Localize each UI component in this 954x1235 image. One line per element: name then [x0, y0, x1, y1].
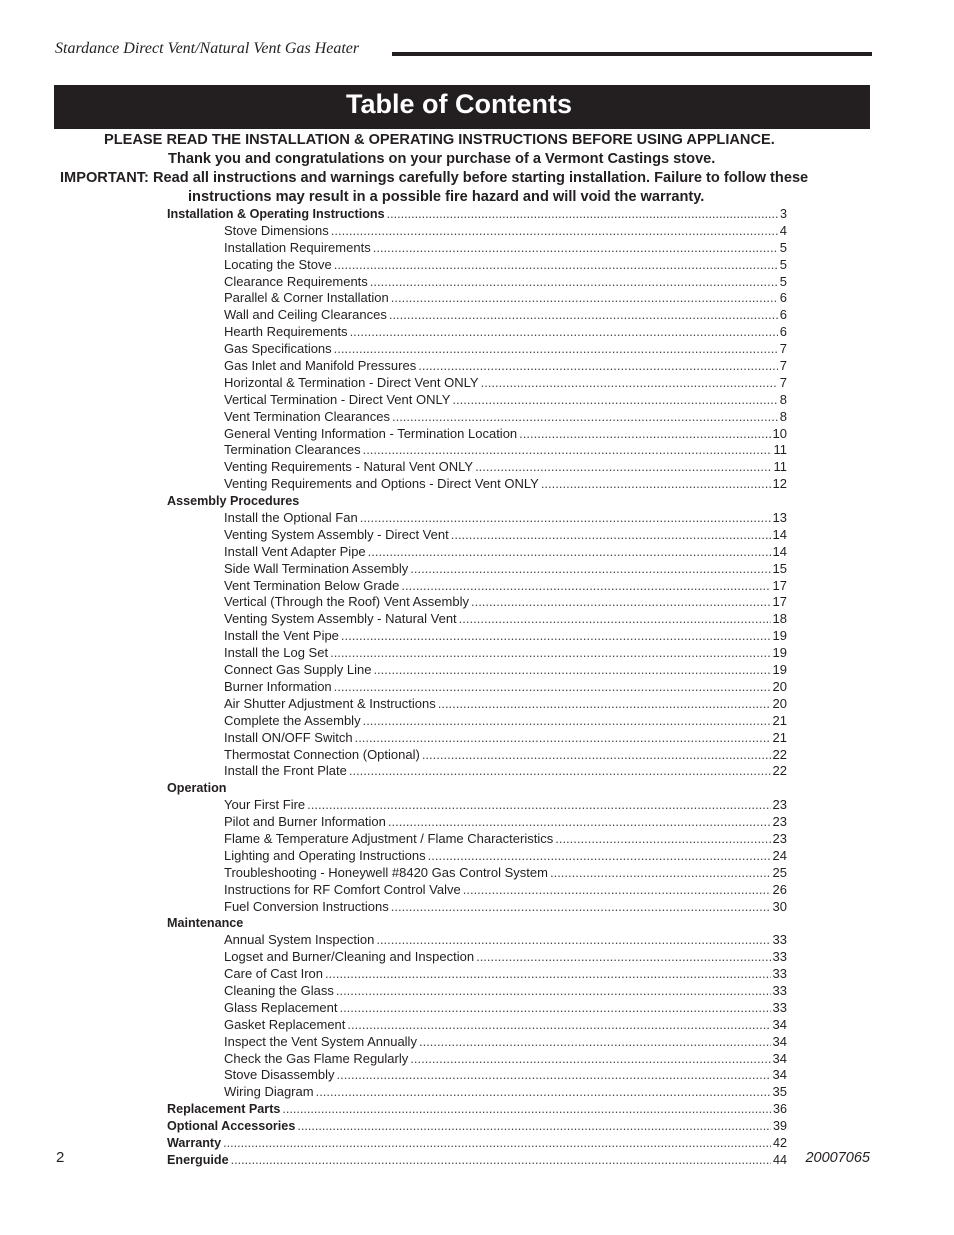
dot-leader [541, 476, 771, 493]
dot-leader [418, 358, 778, 375]
toc-entry-page: 17 [772, 594, 787, 610]
toc-entry-page: 18 [772, 611, 787, 627]
toc-entry[interactable] [167, 594, 787, 611]
toc-entry[interactable] [167, 628, 787, 645]
toc-entry-page: 11 [773, 459, 787, 475]
dot-leader [428, 848, 771, 865]
toc-section[interactable] [167, 1101, 787, 1118]
toc-entry[interactable] [167, 240, 787, 257]
toc-entry-label: Pilot and Burner Information [224, 814, 386, 830]
dot-leader [476, 949, 770, 966]
toc-entry-page: 30 [772, 898, 787, 914]
toc-entry-label: Warranty [167, 1135, 222, 1150]
toc-entry-page: 12 [772, 476, 787, 492]
dot-leader [391, 290, 778, 307]
dot-leader [330, 645, 770, 662]
dot-leader [376, 932, 770, 949]
notice-block [54, 131, 880, 207]
page-number: 2 [56, 1149, 65, 1166]
toc-entry[interactable] [167, 696, 787, 713]
toc-entry-page: 3 [779, 207, 787, 221]
toc-entry[interactable] [167, 865, 787, 882]
toc-entry-label: Vent Termination Clearances [224, 408, 390, 424]
toc-entry[interactable] [167, 442, 787, 459]
toc-entry[interactable] [167, 713, 787, 730]
toc-section[interactable] [167, 1118, 787, 1135]
toc-entry-label: Complete the Assembly [224, 712, 361, 728]
toc-section[interactable] [167, 1135, 787, 1152]
toc-entry-page: 5 [779, 239, 787, 255]
dot-leader [370, 274, 778, 291]
toc-entry-page: 20 [772, 695, 787, 711]
dot-leader [360, 510, 771, 527]
toc-entry-label: Venting System Assembly - Natural Vent [224, 611, 457, 627]
toc-entry[interactable] [167, 1034, 787, 1051]
dot-leader [388, 814, 771, 831]
toc-entry-label: Replacement Parts [167, 1102, 281, 1117]
notice-line: instructions may result in a possible fire hazard and will void the warranty. [188, 189, 705, 205]
toc-entry-page: 34 [772, 1033, 787, 1049]
toc-entry-label: Assembly Procedures [167, 494, 300, 509]
dot-leader [422, 747, 771, 764]
toc-entry-page: 14 [772, 526, 787, 542]
toc-entry-page: 24 [772, 847, 787, 863]
toc-entry-label: Lighting and Operating Instructions [224, 847, 426, 863]
toc-entry[interactable] [167, 290, 787, 307]
dot-leader [363, 442, 772, 459]
toc-entry[interactable] [167, 324, 787, 341]
dot-leader [282, 1101, 771, 1118]
toc-entry-label: Venting System Assembly - Direct Vent [224, 526, 449, 542]
notice-line: PLEASE READ THE INSTALLATION & OPERATING INSTRUCTIONS BEFORE USING APPLIANCE. [104, 132, 775, 148]
toc-entry-label: Check the Gas Flame Regularly [224, 1050, 409, 1066]
page-title: Table of Contents [346, 89, 572, 119]
toc-entry-label: Your First Fire [224, 797, 306, 813]
toc-entry-label: Flame & Temperature Adjustment / Flame Characteristics [224, 830, 554, 846]
toc-entry[interactable] [167, 1017, 787, 1034]
dot-leader [410, 1051, 770, 1068]
dot-leader [519, 426, 770, 443]
toc-section[interactable] [167, 1152, 787, 1169]
toc-entry-page: 33 [772, 966, 787, 982]
toc-entry[interactable] [167, 797, 787, 814]
toc-entry[interactable] [167, 730, 787, 747]
toc-entry-label: Install ON/OFF Switch [224, 729, 353, 745]
toc-entry[interactable] [167, 544, 787, 561]
dot-leader [419, 1034, 771, 1051]
toc-entry-page: 44 [772, 1152, 787, 1167]
toc-entry-page: 23 [772, 797, 787, 813]
dot-leader [389, 307, 778, 324]
toc-list [167, 206, 787, 1169]
toc-entry-label: Connect Gas Supply Line [224, 662, 372, 678]
toc-entry-page: 8 [779, 391, 787, 407]
toc-entry-page: 22 [772, 763, 787, 779]
toc-entry-page: 23 [772, 814, 787, 830]
dot-leader [349, 763, 771, 780]
toc-entry-label: Gasket Replacement [224, 1016, 346, 1032]
toc-entry-page: 14 [772, 543, 787, 559]
notice-line: Thank you and congratulations on your purchase of a Vermont Castings stove. [168, 151, 716, 167]
toc-entry[interactable] [167, 645, 787, 662]
dot-leader [231, 1152, 771, 1169]
toc-entry-label: Vertical Termination - Direct Vent ONLY [224, 391, 451, 407]
dot-leader [341, 628, 771, 645]
toc-entry[interactable] [167, 476, 787, 493]
toc-entry-label: Stove Disassembly [224, 1067, 335, 1083]
toc-entry-label: Installation & Operating Instructions [167, 207, 385, 221]
toc-section[interactable] [167, 206, 787, 223]
toc-entry-label: Installation Requirements [224, 239, 371, 255]
toc-entry-label: Troubleshooting - Honeywell #8420 Gas Control System [224, 864, 548, 880]
toc-entry-page: 36 [772, 1102, 787, 1117]
toc-entry[interactable] [167, 578, 787, 595]
toc-entry-page: 6 [779, 324, 787, 340]
toc-entry-page: 5 [779, 256, 787, 272]
toc-entry-page: 20 [772, 678, 787, 694]
toc-entry[interactable] [167, 307, 787, 324]
toc-entry-page: 15 [772, 560, 787, 576]
toc-entry-label: Hearth Requirements [224, 324, 348, 340]
toc-entry-label: Vent Termination Below Grade [224, 577, 400, 593]
toc-entry[interactable] [167, 459, 787, 476]
dot-leader [337, 1067, 771, 1084]
toc-entry[interactable] [167, 848, 787, 865]
toc-entry-label: General Venting Information - Termination Location [224, 425, 518, 441]
toc-entry[interactable] [167, 510, 787, 527]
toc-entry[interactable] [167, 932, 787, 949]
toc-entry-label: Maintenance [167, 916, 244, 931]
toc-entry-page: 39 [772, 1119, 787, 1134]
dot-leader [223, 1135, 771, 1152]
toc-entry-page: 26 [772, 881, 787, 897]
toc-entry-label: Venting Requirements and Options - Direct Vent ONLY [224, 476, 539, 492]
header-title: Stardance Direct Vent/Natural Vent Gas Heater [55, 40, 360, 57]
dot-leader [316, 1084, 771, 1101]
toc-entry-label: Logset and Burner/Cleaning and Inspection [224, 949, 475, 965]
toc-entry-label: Glass Replacement [224, 999, 338, 1015]
toc-entry[interactable] [167, 426, 787, 443]
dot-leader [368, 544, 771, 561]
toc-section[interactable] [167, 493, 787, 510]
document-number: 20007065 [805, 1150, 870, 1166]
toc-entry-label: Fuel Conversion Instructions [224, 898, 389, 914]
dot-leader [471, 594, 771, 611]
toc-entry[interactable] [167, 831, 787, 848]
toc-entry-label: Locating the Stove [224, 256, 332, 272]
toc-entry[interactable] [167, 1084, 787, 1101]
toc-entry[interactable] [167, 679, 787, 696]
toc-entry-label: Energuide [167, 1152, 229, 1167]
toc-entry[interactable] [167, 966, 787, 983]
toc-entry-page: 34 [772, 1050, 787, 1066]
dot-leader [438, 696, 771, 713]
toc-entry[interactable] [167, 882, 787, 899]
toc-entry-page: 6 [779, 307, 787, 323]
dot-leader [355, 730, 771, 747]
toc-entry-label: Side Wall Termination Assembly [224, 560, 409, 576]
toc-section[interactable] [167, 780, 787, 797]
toc-entry-page: 33 [772, 949, 787, 965]
toc-entry-label: Clearance Requirements [224, 273, 368, 289]
toc-entry-label: Install the Log Set [224, 645, 329, 661]
dot-leader [336, 983, 771, 1000]
toc-entry-page: 25 [772, 864, 787, 880]
dot-leader [550, 865, 771, 882]
toc-entry[interactable] [167, 1000, 787, 1017]
toc-entry-label: Operation [167, 781, 227, 796]
toc-entry-page: 19 [772, 662, 787, 678]
dot-leader [452, 392, 777, 409]
toc-entry-label: Install the Vent Pipe [224, 628, 339, 644]
toc-entry[interactable] [167, 662, 787, 679]
toc-entry-page: 10 [772, 425, 787, 441]
dot-leader [463, 882, 771, 899]
dot-leader [459, 611, 771, 628]
toc-entry[interactable] [167, 1067, 787, 1084]
toc-entry-label: Care of Cast Iron [224, 966, 323, 982]
toc-entry-page: 22 [772, 746, 787, 762]
dot-leader [339, 1000, 770, 1017]
toc-entry-label: Inspect the Vent System Annually [224, 1033, 417, 1049]
dot-leader [391, 899, 771, 916]
toc-entry-label: Horizontal & Termination - Direct Vent ONLY [224, 374, 479, 390]
dot-leader [481, 375, 778, 392]
toc-entry-page: 21 [772, 729, 787, 745]
toc-entry[interactable] [167, 257, 787, 274]
dot-leader [347, 1017, 770, 1034]
toc-entry[interactable] [167, 409, 787, 426]
toc-entry[interactable] [167, 763, 787, 780]
toc-entry-label: Gas Specifications [224, 341, 332, 357]
dot-leader [334, 341, 778, 358]
dot-leader [331, 223, 778, 240]
dot-leader [555, 831, 770, 848]
dot-leader [334, 257, 778, 274]
toc-entry-page: 7 [779, 341, 787, 357]
toc-entry-page: 7 [779, 374, 787, 390]
toc-entry[interactable] [167, 274, 787, 291]
toc-entry[interactable] [167, 358, 787, 375]
dot-leader [307, 797, 770, 814]
toc-entry[interactable] [167, 561, 787, 578]
toc-entry-page: 7 [779, 358, 787, 374]
toc-entry[interactable] [167, 341, 787, 358]
dot-leader [475, 459, 771, 476]
toc-entry-label: Termination Clearances [224, 442, 361, 458]
toc-entry-label: Gas Inlet and Manifold Pressures [224, 358, 417, 374]
toc-entry-page: 13 [772, 510, 787, 526]
toc-entry-label: Thermostat Connection (Optional) [224, 746, 420, 762]
toc-entry-label: Instructions for RF Comfort Control Valve [224, 881, 461, 897]
toc-entry-label: Cleaning the Glass [224, 982, 334, 998]
toc-entry-page: 5 [779, 273, 787, 289]
dot-leader [325, 966, 771, 983]
toc-entry-page: 23 [772, 830, 787, 846]
toc-entry[interactable] [167, 899, 787, 916]
toc-entry[interactable] [167, 611, 787, 628]
toc-entry-page: 4 [779, 222, 787, 238]
toc-entry[interactable] [167, 375, 787, 392]
toc-entry-page: 34 [772, 1067, 787, 1083]
toc-entry-page: 33 [772, 999, 787, 1015]
toc-entry-label: Install the Front Plate [224, 763, 347, 779]
dot-leader [373, 662, 770, 679]
dot-leader [392, 409, 778, 426]
toc-entry-label: Venting Requirements - Natural Vent ONLY [224, 459, 474, 475]
dot-leader [387, 206, 778, 223]
toc-entry[interactable] [167, 747, 787, 764]
toc-banner [54, 85, 870, 129]
toc-entry-page: 35 [772, 1084, 787, 1100]
toc-entry-label: Parallel & Corner Installation [224, 290, 389, 306]
toc-entry-label: Install Vent Adapter Pipe [224, 543, 366, 559]
notice-line: IMPORTANT: Read all instructions and warnings carefully before starting installation. Failure to follow these [60, 170, 809, 186]
toc-entry-page: 42 [772, 1135, 787, 1150]
dot-leader [350, 324, 778, 341]
toc-entry-page: 21 [772, 712, 787, 728]
toc-entry-label: Wall and Ceiling Clearances [224, 307, 387, 323]
toc-entry-label: Burner Information [224, 678, 332, 694]
toc-entry[interactable] [167, 392, 787, 409]
toc-entry-label: Optional Accessories [167, 1119, 296, 1134]
dot-leader [451, 527, 771, 544]
toc-entry[interactable] [167, 1051, 787, 1068]
toc-entry-label: Wiring Diagram [224, 1084, 314, 1100]
toc-entry-label: Annual System Inspection [224, 932, 375, 948]
page-header [55, 40, 872, 64]
toc-entry[interactable] [167, 983, 787, 1000]
dot-leader [410, 561, 770, 578]
toc-entry[interactable] [167, 223, 787, 240]
toc-entry-label: Install the Optional Fan [224, 510, 358, 526]
toc-entry-label: Air Shutter Adjustment & Instructions [224, 695, 436, 711]
toc-entry[interactable] [167, 949, 787, 966]
toc-entry-page: 17 [772, 577, 787, 593]
toc-entry-page: 11 [773, 442, 787, 458]
dot-leader [297, 1118, 771, 1135]
toc-entry[interactable] [167, 527, 787, 544]
toc-entry-label: Stove Dimensions [224, 222, 329, 238]
toc-entry-page: 34 [772, 1016, 787, 1032]
toc-entry[interactable] [167, 814, 787, 831]
dot-leader [363, 713, 771, 730]
toc-entry-label: Vertical (Through the Roof) Vent Assembly [224, 594, 469, 610]
header-rule [392, 52, 872, 56]
toc-section[interactable] [167, 915, 787, 932]
toc-entry-page: 19 [772, 645, 787, 661]
toc-entry-page: 33 [772, 982, 787, 998]
dot-leader [401, 578, 770, 595]
toc-entry-page: 8 [779, 408, 787, 424]
toc-entry-page: 19 [772, 628, 787, 644]
dot-leader [334, 679, 771, 696]
dot-leader [373, 240, 778, 257]
toc-entry-page: 33 [772, 932, 787, 948]
toc-entry-page: 6 [779, 290, 787, 306]
